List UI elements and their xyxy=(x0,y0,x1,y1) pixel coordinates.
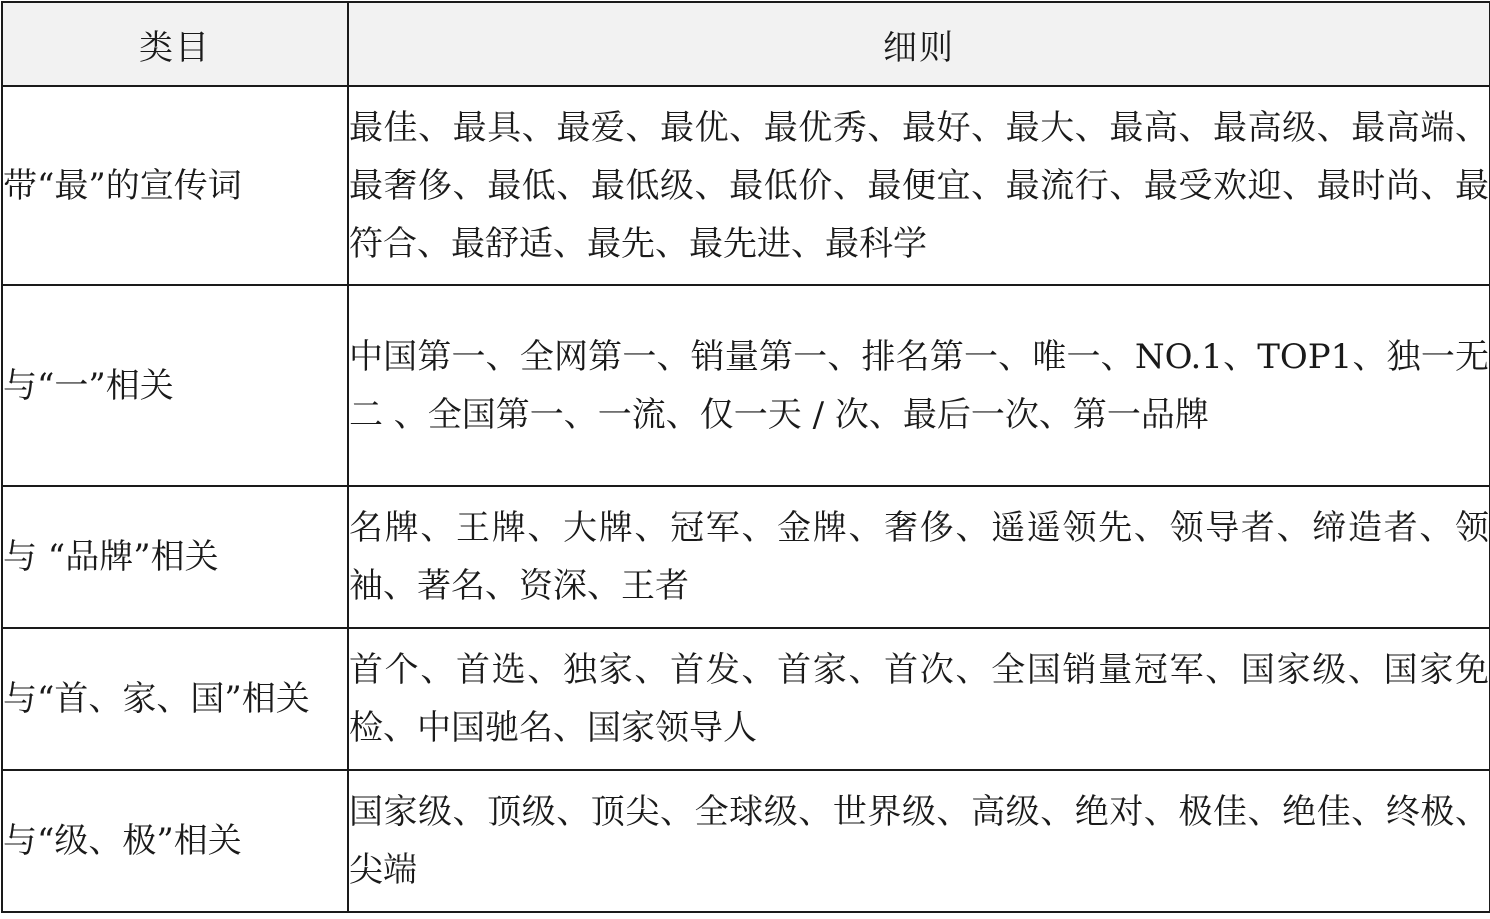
header-row xyxy=(2,2,1490,86)
category-cell: 与 “品牌”相关 xyxy=(2,486,348,628)
category-cell: 与“一”相关 xyxy=(2,285,348,486)
details-cell: 最佳、最具、最爱、最优、最优秀、最好、最大、最高、最高级、最高端、最奢侈、最低、最低级、最低价、最便宜、最流行、最受欢迎、最时尚、最符合、最舒适、最先、最先进、最科学 xyxy=(348,86,1490,285)
details-cell: 中国第一、全网第一、销量第一、排名第一、唯一、NO.1、TOP1、独一无二 、全国第一、一流、仅一天 / 次、最后一次、第一品牌 xyxy=(348,285,1490,486)
header-details: 细则 xyxy=(348,2,1490,86)
table-row xyxy=(2,285,1490,486)
details-cell: 名牌、王牌、大牌、冠军、金牌、奢侈、遥遥领先、领导者、缔造者、领袖、著名、资深、王者 xyxy=(348,486,1490,628)
category-cell: 与“首、家、国”相关 xyxy=(2,628,348,770)
category-cell: 带“最”的宣传词 xyxy=(2,86,348,285)
table-row xyxy=(2,628,1490,770)
table-row xyxy=(2,486,1490,628)
details-cell: 国家级、顶级、顶尖、全球级、世界级、高级、绝对、极佳、绝佳、终极、尖端 xyxy=(348,770,1490,912)
header-category: 类目 xyxy=(2,2,348,86)
table-row xyxy=(2,770,1490,912)
terms-table xyxy=(1,1,1490,913)
category-cell: 与“级、极”相关 xyxy=(2,770,348,912)
details-cell: 首个、首选、独家、首发、首家、首次、全国销量冠军、国家级、国家免检、中国驰名、国家领导人 xyxy=(348,628,1490,770)
table-row xyxy=(2,86,1490,285)
